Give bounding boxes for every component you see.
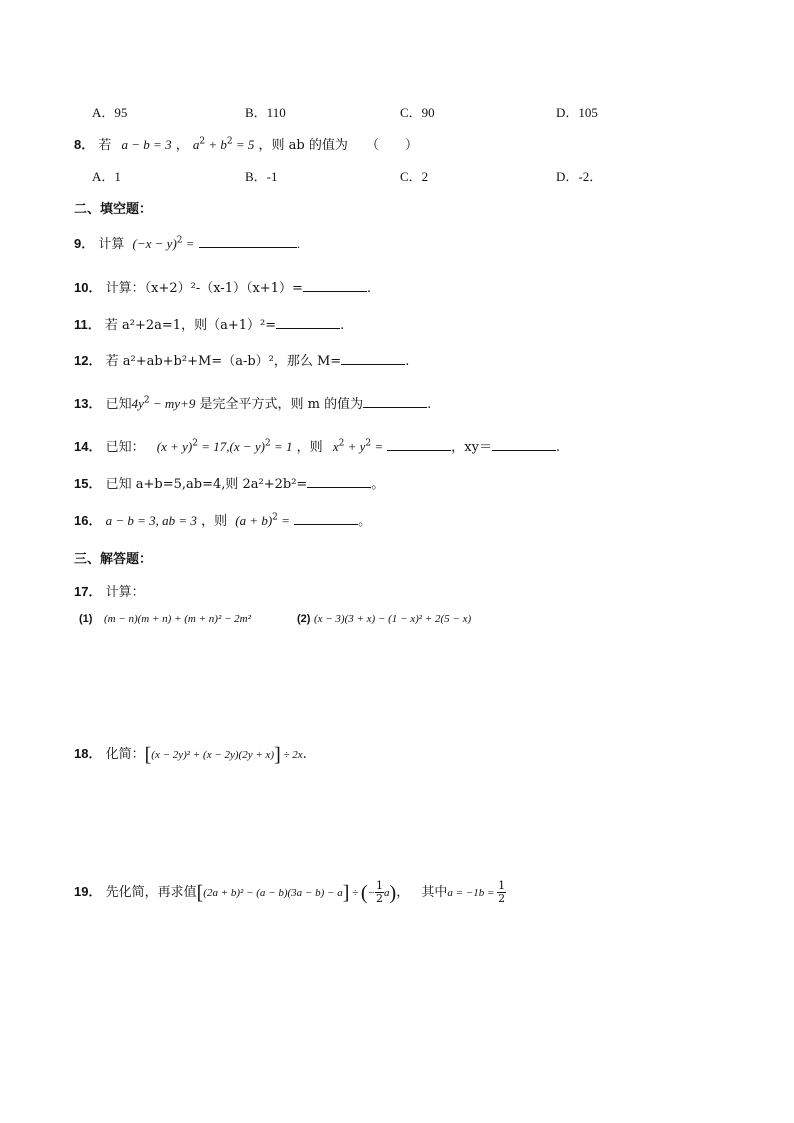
q8-option-d: D．-2． — [556, 169, 603, 184]
q7-option-d: D．105 — [556, 105, 598, 120]
answer-blank[interactable] — [307, 475, 371, 488]
question-10: 10． 计算：（x+2）²-（x-1）（x+1）= . — [74, 280, 372, 296]
question-14: 14． 已知： $(x + y)^2 = 17,(x - y)^2 = 1$ ，则 $x^2 + y^2$ = ，xy＝ . — [74, 438, 561, 455]
answer-blank[interactable] — [387, 438, 451, 451]
section-answer-title: 三、解答题： — [74, 552, 153, 567]
question-16: 16． a − b = 3, ab = 3 ，则 $(a + b)^2$ = 。 — [74, 512, 372, 529]
section-fill-in-title: 二、填空题： — [74, 202, 153, 217]
q7-option-a: A．95 — [92, 105, 128, 120]
answer-blank[interactable] — [303, 279, 367, 292]
q17-part-1: (1) (m − n)(m + n) + (m + n)² − 2m² — [79, 613, 251, 625]
answer-blank[interactable] — [294, 512, 358, 525]
question-17: 17． 计算： — [74, 584, 145, 600]
answer-blank[interactable] — [363, 395, 427, 408]
q8-option-c: C．2 — [400, 169, 429, 184]
question-18: 18． 化简：[(x − 2y)² + (x − 2y)(2y + x)] ÷ 2x. — [74, 744, 307, 766]
question-13: 13． 已知$4y^2 - my+9$ 是完全平方式，则 m 的值为 . — [74, 395, 432, 412]
answer-blank[interactable] — [492, 438, 556, 451]
q17-part-2: (2) (x − 3)(3 + x) − (1 − x)² + 2(5 − x) — [297, 613, 472, 625]
answer-blank[interactable] — [199, 235, 297, 248]
question-12: 12． 若 a²+ab+b²+M=（a-b）²，那么 M= . — [74, 353, 410, 369]
q8-option-a: A．1 — [92, 169, 121, 184]
question-8: 8． 若 a − b = 3 ， $a^2 + b^2 = 5$ ，则 ab 的值为 （ ） — [74, 136, 419, 153]
answer-blank[interactable] — [341, 352, 405, 365]
question-15: 15． 已知 a+b=5,ab=4,则 2a²+2b²= 。 — [74, 476, 385, 492]
question-11: 11． 若 a²+2a=1，则（a+1）²= . — [74, 317, 345, 333]
answer-blank[interactable] — [276, 316, 340, 329]
question-19: 19． 先化简，再求值[(2a + b)² − (a − b)(3a − b) − a] ÷ (− $\frac{1}{2}$ a)， 其中a = −1b = $\frac{1}{2}$ — [74, 879, 506, 905]
question-number: 8． — [74, 137, 95, 152]
q7-option-b: B．110 — [245, 105, 286, 120]
q7-option-c: C．90 — [400, 105, 435, 120]
question-9: 9． 计算 $(-x - y)^2$ = . — [74, 235, 301, 252]
q8-option-b: B．-1 — [245, 169, 278, 184]
